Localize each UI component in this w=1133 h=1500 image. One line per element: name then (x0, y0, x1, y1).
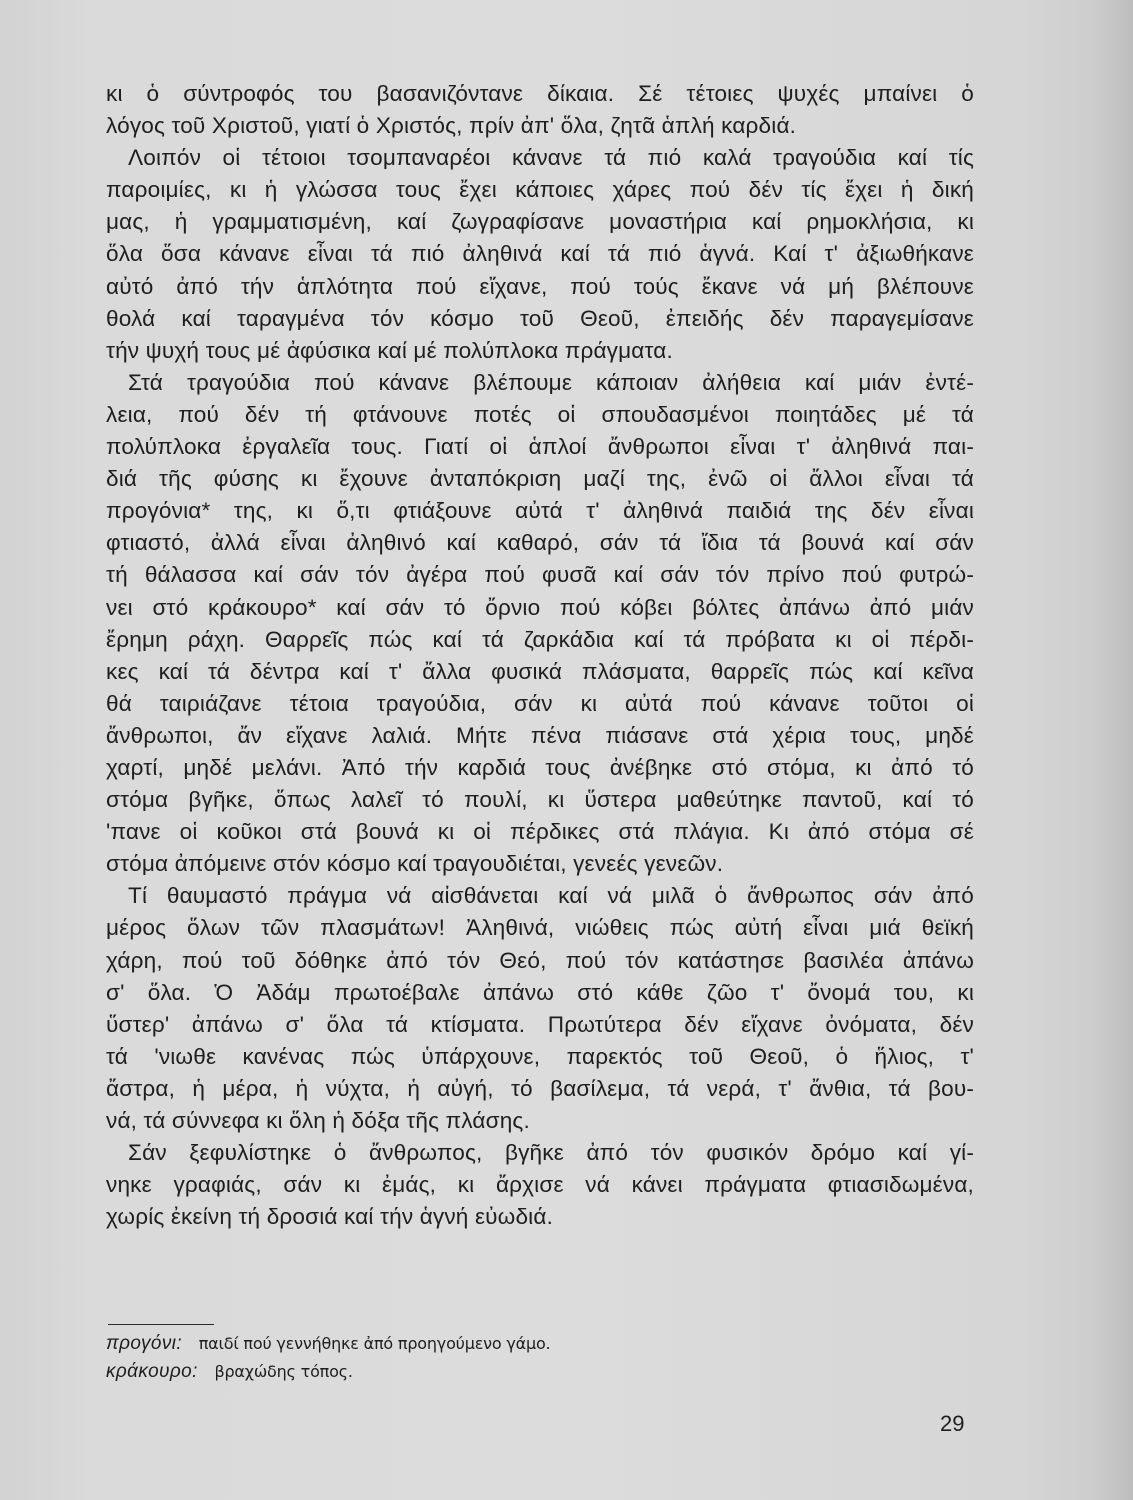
footnote (106, 1358, 806, 1386)
text-line: ὕστερ' ἀπάνω σ' ὅλα τά κτίσματα. Πρωτύτερα δέν εἴχανε ὀνόματα, δέν (106, 1011, 974, 1037)
text-line: παροιμίες, κι ἡ γλώσσα τους ἔχει κάποιες χάρες πού δέν τίς ἔχει ἡ δική (106, 177, 974, 203)
text-line: θά ταιριάζανε τέτοια τραγούδια, σάν κι αὐτά πού κάνανε τοῦτοι οἱ (106, 690, 974, 716)
text-line: χωρίς ἐκείνη τή δροσιά καί τήν ἁγνή εὐωδιά. (106, 1204, 553, 1230)
text-line: προγόνια* της, κι ὅ,τι φτιάξουνε αὐτά τ' ἀληθινά παιδιά της δέν εἶναι (106, 498, 974, 524)
text-line: φτιαστό, ἀλλά εἶναι ἀληθινό καί καθαρό, σάν τά ἴδια τά βουνά καί σάν (106, 530, 974, 556)
footnote-term: κράκουρο: (106, 1361, 210, 1382)
text-line: σ' ὅλα. Ὁ Ἀδάμ πρωτοέβαλε ἀπάνω στό κάθε ζῶο τ' ὄνομά του, κι (106, 979, 974, 1005)
text-line: στόμα βγῆκε, ὅπως λαλεῖ τό πουλί, κι ὕστερα μαθεύτηκε παντοῦ, καί τό (106, 787, 974, 813)
text-line: τήν ψυχή τους μέ ἀφύσικα καί μέ πολύπλοκα πράγματα. (106, 337, 673, 363)
text-line: Λοιπόν οἱ τέτοιοι τσομπαναρέοι κάνανε τά πιό καλά τραγούδια καί τίς (128, 145, 974, 171)
page-edge-shadow (1093, 0, 1133, 1500)
text-line: τά 'νιωθε κανένας πώς ὑπάρχουνε, παρεκτός τοῦ Θεοῦ, ὁ ἥλιος, τ' (106, 1043, 974, 1069)
paragraph-1 (106, 78, 974, 142)
text-line: τή θάλασσα καί σάν τόν ἀγέρα πού φυσᾶ καί σάν τόν πρίνο πού φυτρώ- (106, 562, 974, 588)
text-line: μας, ἡ γραμματισμένη, καί ζωγραφίσανε μοναστήρια καί ρημοκλήσια, κι (106, 209, 974, 235)
footnotes (106, 1330, 806, 1386)
footnote (106, 1330, 806, 1358)
paragraph-3 (106, 367, 974, 881)
footnote-term: προγόνι: (106, 1333, 194, 1354)
footnote-divider (108, 1324, 214, 1325)
text-line: Σάν ξεφυλίστηκε ὁ ἄνθρωπος, βγῆκε ἀπό τόν φυσικόν δρόμο καί γί- (128, 1140, 974, 1166)
text-line: λεια, πού δέν τή φτάνουνε ποτές οἱ σπουδασμένοι ποιητάδες μέ τά (106, 401, 974, 427)
text-line: χάρη, πού τοῦ δόθηκε ἀπό τόν Θεό, πού τόν κατάστησε βασιλέα ἀπάνω (106, 947, 974, 973)
text-line: πολύπλοκα ἐργαλεῖα τους. Γιατί οἱ ἁπλοί ἄνθρωποι εἶναι τ' ἀληθινά παι- (106, 434, 974, 460)
paragraph-2 (106, 142, 974, 367)
text-line: λόγος τοῦ Χριστοῦ, γιατί ὁ Χριστός, πρίν ἀπ' ὅλα, ζητᾶ ἁπλή καρδιά. (106, 113, 797, 139)
text-line: διά τῆς φύσης κι ἔχουνε ἀνταπόκριση μαζί της, ἐνῶ οἱ ἄλλοι εἶναι τά (106, 466, 974, 492)
text-line: αὐτό ἀπό τήν ἁπλότητα πού εἴχανε, πού τούς ἔκανε νά μή βλέπουνε (106, 273, 974, 299)
text-line: θολά καί ταραγμένα τόν κόσμο τοῦ Θεοῦ, ἐπειδής δέν παραγεμίσανε (106, 305, 974, 331)
paragraph-5 (106, 1137, 974, 1233)
text-line: ἔρημη ράχη. Θαρρεῖς πώς καί τά ζαρκάδια καί τά πρόβατα κι οἱ πέρδι- (106, 626, 974, 652)
text-line: Στά τραγούδια πού κάνανε βλέπουμε κάποιαν ἀλήθεια καί μιάν ἐντέ- (128, 369, 974, 395)
page-number: 29 (940, 1411, 965, 1436)
text-line: κι ὁ σύντροφός του βασανιζόντανε δίκαια. Σέ τέτοιες ψυχές μπαίνει ὁ (106, 81, 974, 106)
text-line: ἄστρα, ἡ μέρα, ἡ νύχτα, ἡ αὐγή, τό βασίλεμα, τά νερά, τ' ἄνθια, τά βου- (106, 1075, 974, 1101)
main-text (106, 78, 974, 1233)
footnote-definition: βραχώδης τόπος. (214, 1362, 353, 1381)
text-line: 'πανε οἱ κοῦκοι στά βουνά κι οἱ πέρδικες στά πλάγια. Κι ἀπό στόμα σέ (106, 819, 974, 845)
text-line: νηκε γραφιάς, σάν κι ἐμάς, κι ἄρχισε νά κάνει πράγματα φτιασιδωμένα, (106, 1172, 974, 1198)
footnote-definition: παιδί πού γεννήθηκε ἀπό προηγούμενο γάμο. (198, 1334, 551, 1353)
text-line: χαρτί, μηδέ μελάνι. Ἀπό τήν καρδιά τους ἀνέβηκε στό στόμα, κι ἀπό τό (106, 754, 974, 780)
text-line: Τί θαυμαστό πράγμα νά αἰσθάνεται καί νά μιλᾶ ὁ ἄνθρωπος σάν ἀπό (128, 883, 974, 909)
paragraph-4 (106, 880, 974, 1137)
text-line: ὅλα ὅσα κάνανε εἶναι τά πιό ἀληθινά καί τά πιό ἁγνά. Καί τ' ἀξιωθήκανε (106, 241, 974, 267)
text-line: ἄνθρωποι, ἄν εἴχανε λαλιά. Μήτε πένα πιάσανε στά χέρια τους, μηδέ (106, 722, 974, 748)
text-line: νά, τά σύννεφα κι ὅλη ἡ δόξα τῆς πλάσης. (106, 1108, 530, 1133)
text-line: κες καί τά δέντρα καί τ' ἄλλα φυσικά πλάσματα, θαρρεῖς πώς καί κεῖνα (106, 658, 974, 684)
text-line: στόμα ἀπόμεινε στόν κόσμο καί τραγουδιέται, γενεές γενεῶν. (106, 851, 724, 877)
text-line: μέρος ὅλων τῶν πλασμάτων! Ἀληθινά, νιώθεις πώς αὐτή εἶναι μιά θεϊκή (106, 915, 974, 941)
text-line: νει στό κράκουρο* καί σάν τό ὄρνιο πού κόβει βόλτες ἀπάνω ἀπό μιάν (106, 594, 974, 620)
